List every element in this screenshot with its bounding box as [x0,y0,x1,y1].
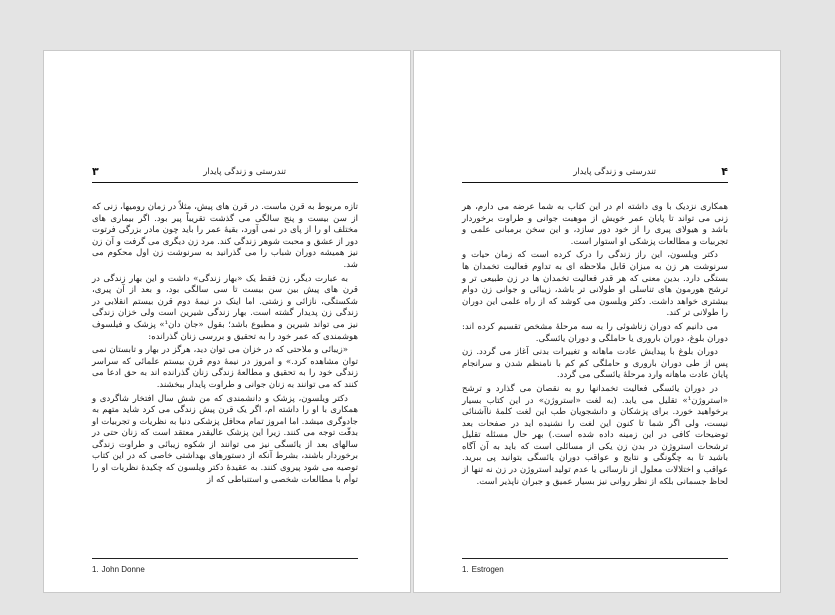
left-running-title: تندرستی و زندگی پایدار [203,167,286,177]
left-page [43,50,411,593]
right-paragraph: در دوران یائسگی فعالیت تخمدانها رو به نقصان می گذارد و ترشح «استروژن¹» تقلیل می یابد. (به لغت «استروژن» در این کتاب بسیار برخواهید خورد. برای پزشکان و دانشجویان طب این لغت کلمهٔ ناآشنائی نیست، ولی اگر شما تا کنون این لغت را نشنیده اید در صفحات بعد توضیحات کافی در این زمینه داده شده است.) بهر حال مسئله تقلیل ترشحات استروژن در بدن زن یکی از مسائلی است که باید به آن آگاه باشید تا به چگونگی و نتایج و عواقب دوران یائسگی بتوانید پی ببرید. عواقب و اختلالات معلول از نارسائی یا عدم تولید استروژن در زن نه تنها از لحاظ جسمانی بلکه از نظر روانی نیز بسیار عمیق و جبران ناپذیر است. [462,383,728,487]
right-paragraph: دوران بلوغ با پیدایش عادت ماهانه و تغییرات بدنی آغاز می گردد. زن پس از طی دوران باروری و حاملگی کم کم با نامنظم شدن و سرانجام پایان عادت ماهانه وارد مرحلهٔ یائسگی می گردد. [462,347,728,381]
right-footnote-number: 1. [462,565,469,574]
right-paragraph: دکتر ویلسون، این راز زندگی را درک کرده است که زمان حیات و سرنوشت هر زن به میزان قابل ملاحظه ای به تداوم فعالیت تخمدان ها بستگی دارد. بدین معنی که هر قدر فعالیت تخمدان ها در زن طبیعی تر و ترشح هورمون های تناسلی او طولانی تر باشد، زیبائی و جوانی زن دوام بیشتری خواهد داشت. دکتر ویلسون می کوشد که از راه علمی این دوران را طولانی تر کند. [462,250,728,319]
right-footnote-text: Estrogen [471,565,504,574]
left-paragraph: به عبارت دیگر، زن فقط یک «بهار زندگی» داشت و این بهار زندگی در قرن های پیش بین سن بیست تا سی سالگی بود، و بعد از آن پیری، شکستگی، نازائی و زشتی. اما اینک در نیمهٔ دوم قرن بیستم انقلابی در زندگی زن پدیدار گشته است. بهار زندگی شیرین است ولی خزان زندگی نیز می تواند شیرین و مطبوع باشد؛ بقول «جان دان¹» پزشک و فیلسوف هوشمندی که عمر خود را به تحقیق و بررسی زنان گذرانده: [92,273,358,342]
right-footnote-rule [462,558,728,559]
right-page-header [462,167,728,181]
right-paragraph: می دانیم که دوران زناشوئی را به سه مرحلهٔ مشخص تقسیم کرده اند: دوران بلوغ، دوران باروری یا حاملگی و دوران یائسگی. [462,321,728,344]
right-header-rule [462,182,728,183]
left-paragraph: «زیبائی و ملاحتی که در خزان می توان دید، هرگز در بهار و تابستان نمی توان مشاهده کرد.» و امروز در نیمهٔ دوم قرن بیستم علمائی که سراسر زندگی خود را به تحقیق و مطالعهٔ زندگی زنان گذرانده اند به حق ادعا می کنند که می توانند به زنان جوانی و طراوت پایدار ببخشند. [92,345,358,390]
left-footnote-rule [92,558,358,559]
right-footnote [462,565,504,574]
left-paragraph: دکتر ویلسون، پزشک و دانشمندی که من شش سال افتخار شاگردی و همکاری با او را داشته ام، اگر یک قرن پیش زندگی می کرد شاید متهم به جادوگری میشد. اما امروز تمام محافل پزشکی دنیا به نظریات و تجربیات او بدقّت توجه می کنند. زیرا این پزشک عالیقدر معتقد است که زنان حتی در سالهای بعد از یائسگی نیز می توانند از شکوه زیبائی و طراوت زندگی برخوردار باشند، بشرط آنکه از دستورهای بهداشتی خاصی که در این کتاب توصیه می شود پیروی کنند. به عقیدهٔ دکتر ویلسون که چکیدهٔ نظریات او را توأم با مطالعات شخصی و استنباطی که از [92,393,358,485]
right-page-number: ۴ [721,165,728,178]
left-page-number: ۳ [92,165,99,178]
left-footnote-text: John Donne [101,565,145,574]
left-body-text [92,202,358,488]
right-running-title: تندرستی و زندگی پایدار [573,167,656,177]
left-footnote-number: 1. [92,565,99,574]
left-page-header [92,167,358,181]
right-page [413,50,781,593]
left-paragraph: تازه مربوط به قرن ماست. در قرن های پیش، مثلاً در زمان رومیها، زنی که از سن بیست و پنج سالگی می گذشت تقریباً پیر بود. اگر بیماری های مختلف او را از پای در نمی آورد، بقیهٔ عمر را باید چون مادر بزرگی فرتوت دور از عشق و محبت شوهر زندگی کند. مرد زن دیگری می گرفت و آن زن نیز همیشه دوران شباب را می گذرانید به سرنوشت زن اول محکوم می شد. [92,202,358,270]
left-footnote [92,565,145,574]
right-body-text [462,202,728,490]
left-header-rule [92,182,358,183]
right-paragraph: همکاری نزدیک با وی داشته ام در این کتاب به شما عرضه می دارم، هر زنی می تواند تا پایان عمر خویش از موهبت جوانی و طراوت برخوردار باشد و هیولای پیری را از خود دور سازد، و این سخن برمبانی علمی و تجربیات و مطالعات پزشکی او استوار است. [462,202,728,247]
